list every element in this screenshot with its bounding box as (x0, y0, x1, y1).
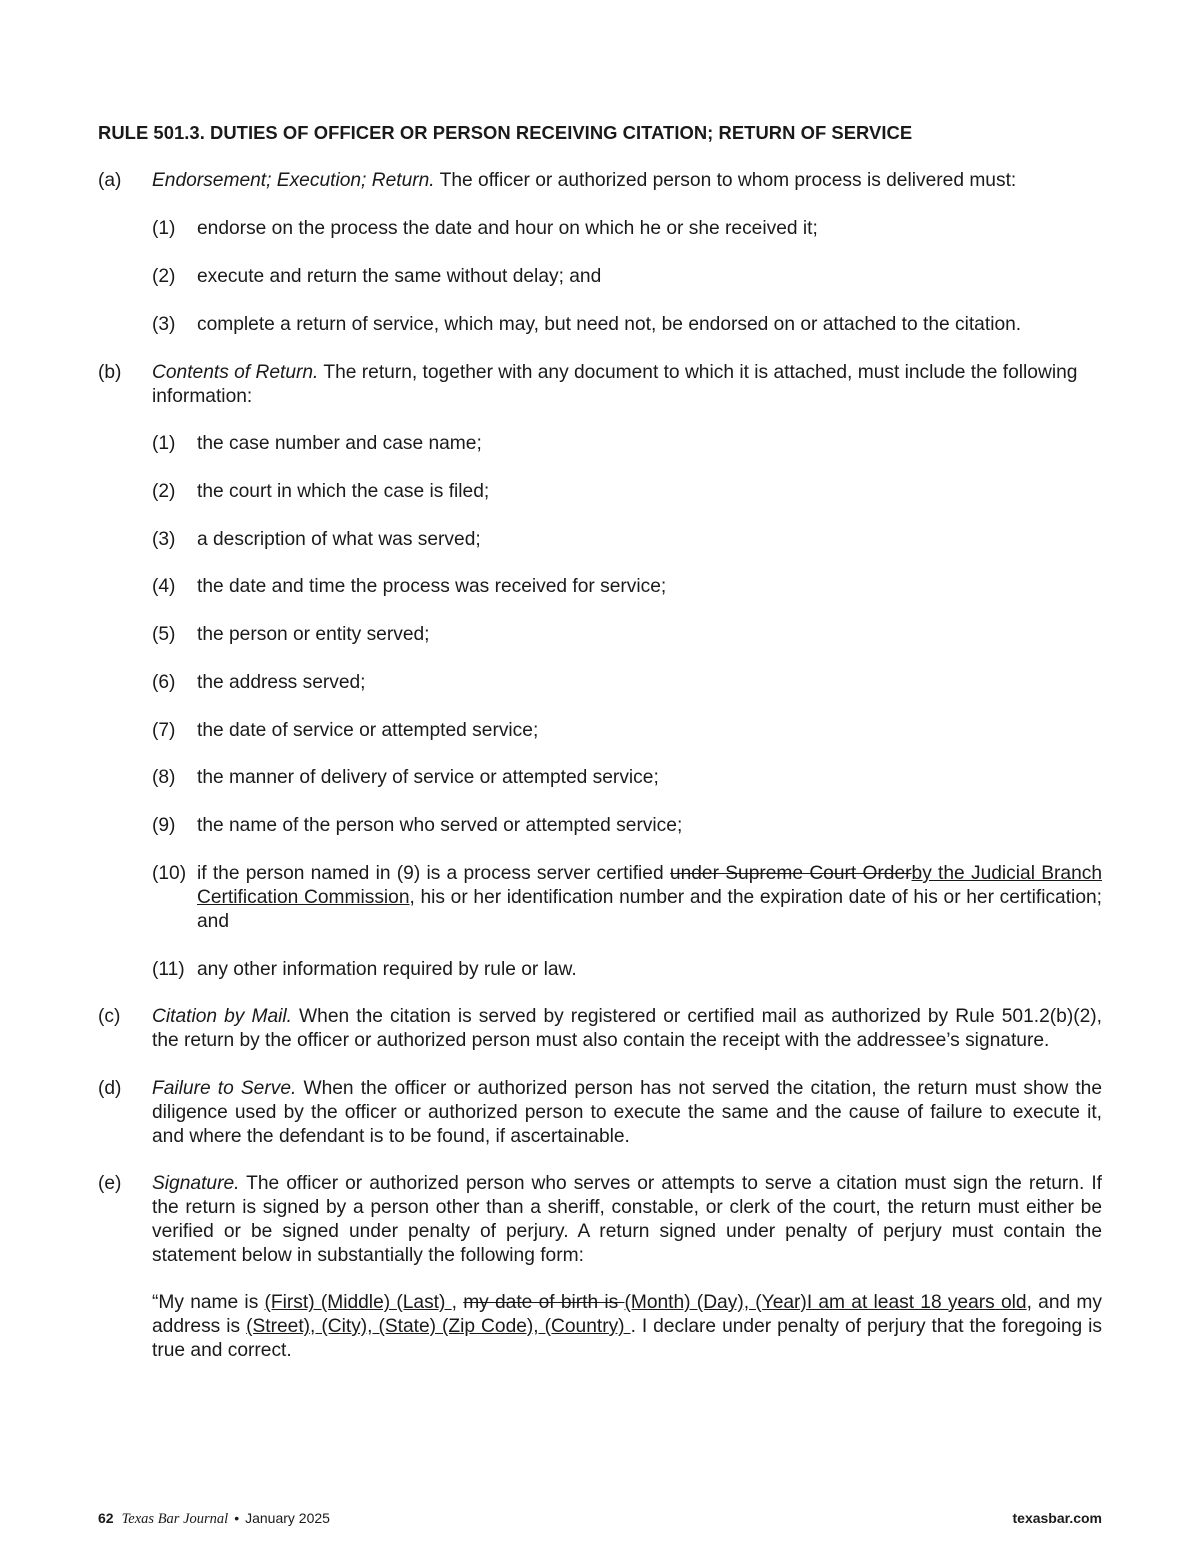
section-d-label: (d) (98, 1078, 122, 1099)
form-after-name: , (451, 1292, 464, 1313)
item-number: (6) (152, 672, 176, 693)
item10-pre: if the person named in (9) is a process server certified (197, 863, 670, 884)
section-a-heading: Endorsement; Execution; Return. (152, 170, 435, 191)
item-text: the case number and case name; (197, 433, 482, 454)
name-blank: (First) (Middle) (Last) (264, 1292, 452, 1313)
item-text: the date of service or attempted service; (197, 720, 539, 741)
item-number: (9) (152, 815, 176, 836)
item-number: (2) (152, 481, 176, 502)
item-text: the name of the person who served or attempted service; (197, 815, 683, 836)
section-a-body (152, 169, 1102, 193)
item-text: the address served; (197, 672, 366, 693)
item-text (197, 862, 1102, 934)
deleted-text: under Supreme Court Order (669, 863, 912, 884)
section-c-label: (c) (98, 1006, 121, 1027)
section-b-heading: Contents of Return. (152, 362, 319, 383)
item-number: (2) (152, 266, 176, 287)
item-text: endorse on the process the date and hour on which he or she received it; (197, 218, 818, 239)
section-e-label: (e) (98, 1173, 122, 1194)
item-text: the manner of delivery of service or attempted service; (197, 767, 659, 788)
inserted-text: by the Judicial Branch Certification Commission (197, 863, 1103, 908)
rule-title: RULE 501.3. DUTIES OF OFFICER OR PERSON RECEIVING CITATION; RETURN OF SERVICE (98, 122, 913, 143)
item-text: a description of what was served; (197, 529, 481, 550)
section-e-heading: Signature. (152, 1173, 240, 1194)
item-number: (3) (152, 314, 176, 335)
section-c-heading: Citation by Mail. (152, 1006, 292, 1027)
item-text: the person or entity served; (197, 624, 430, 645)
item10-post: , his or her identification number and the expiration date of his or her certification; and (197, 887, 1102, 932)
bullet-separator: • (234, 1510, 240, 1526)
journal-name: Texas Bar Journal (121, 1511, 229, 1527)
section-c-text: When the citation is served by registered or certified mail as authorized by Rule 501.2(b)(2), the return by the officer or authorized person must also contain the receipt with the addressee’s signature. (152, 1006, 1102, 1051)
inserted-age: I am at least 18 years old (806, 1292, 1027, 1313)
section-e-body (152, 1172, 1102, 1268)
website-link[interactable]: texasbar.com (1012, 1510, 1102, 1526)
section-a-label: (a) (98, 170, 122, 191)
section-e-text: The officer or authorized person who serves or attempts to serve a citation must sign the return. If the return is signed by a person other than a sheriff, constable, or clerk of the court, the return must either be verified or be signed under penalty of perjury. A return signed under penalty of perjury must contain the statement below in substantially the following form: (152, 1173, 1102, 1266)
item-number: (10) (152, 863, 187, 884)
item-number: (11) (152, 959, 185, 980)
item-number: (8) (152, 767, 176, 788)
item-text: the court in which the case is filed; (197, 481, 490, 502)
section-b-label: (b) (98, 362, 122, 383)
item-number: (7) (152, 720, 176, 741)
section-c-body (152, 1005, 1102, 1053)
address-blank: (Street), (City), (State) (Zip Code), (Country) (246, 1316, 631, 1337)
page-footer (98, 1508, 1102, 1528)
deleted-dob: my date of birth is (463, 1292, 625, 1313)
deleted-dob-blank: (Month) (Day), (Year) (624, 1292, 807, 1313)
form-statement (152, 1291, 1102, 1363)
page-number: 62 (98, 1510, 114, 1526)
item-number: (1) (152, 218, 176, 239)
section-b-body (152, 361, 1102, 409)
section-d-body (152, 1077, 1102, 1149)
section-a-text: The officer or authorized person to whom process is delivered must: (434, 170, 1017, 191)
item-text: the date and time the process was received for service; (197, 576, 667, 597)
issue-date: January 2025 (245, 1510, 330, 1526)
section-b-text: The return, together with any document to which it is attached, must include the following information: (152, 362, 1078, 407)
form-close: . I declare under penalty of perjury that the foregoing is true and correct. (152, 1316, 1103, 1361)
item-text: any other information required by rule or law. (197, 959, 577, 980)
item-number: (4) (152, 576, 176, 597)
item-number: (1) (152, 433, 176, 454)
form-after-age: , and my address is (152, 1292, 1102, 1337)
form-open: “My name is (152, 1292, 265, 1313)
item-text: complete a return of service, which may, but need not, be endorsed on or attached to the citation. (197, 314, 1022, 335)
item-text: execute and return the same without delay; and (197, 266, 602, 287)
item-number: (3) (152, 529, 176, 550)
item-number: (5) (152, 624, 176, 645)
section-d-heading: Failure to Serve. (152, 1078, 297, 1099)
section-d-text: When the officer or authorized person has not served the citation, the return must show the diligence used by the officer or authorized person to execute the same and the cause of failure to execute it, and where the defendant is to be found, if ascertainable. (152, 1078, 1102, 1147)
